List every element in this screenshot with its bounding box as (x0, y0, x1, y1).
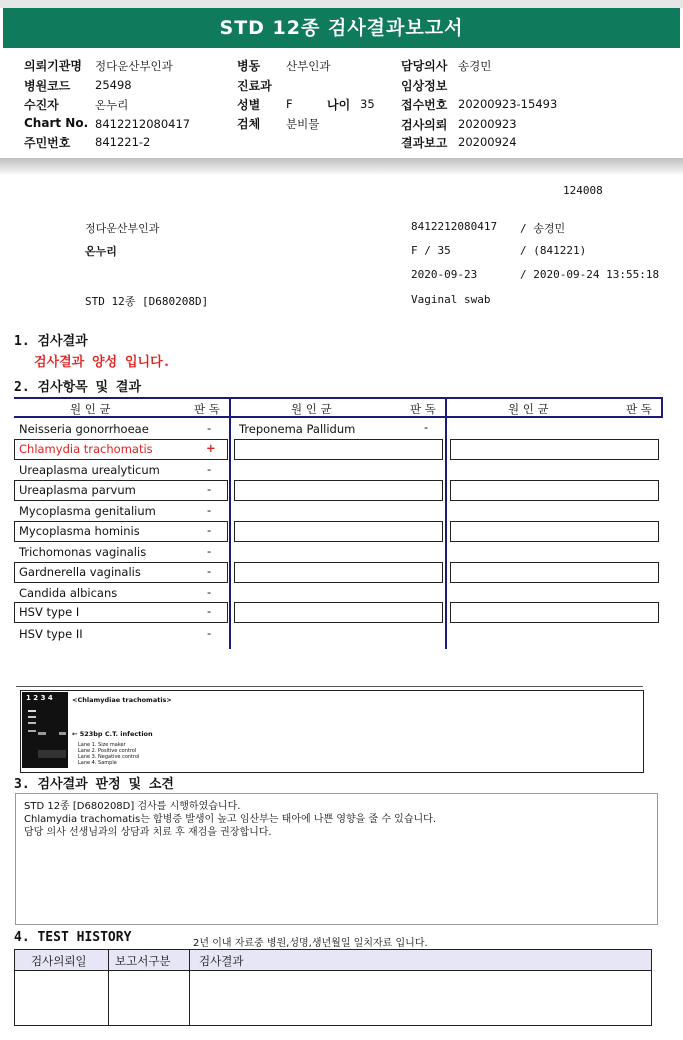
report-title: STD 12종 검사결과보고서 (3, 8, 680, 48)
organism-name-positive: Chlamydia trachomatis (19, 442, 153, 456)
organism-result: - (207, 421, 212, 435)
organism-name: Ureaplasma parvum (19, 483, 136, 497)
gel-legend-item: Lane 4. Sample (78, 760, 117, 766)
value-hospital-code: 25498 (95, 78, 132, 92)
label-age: 나이 (327, 98, 351, 112)
organism-name: Ureaplasma urealyticum (19, 463, 160, 477)
gel-title: <Chlamydiae trachomatis> (72, 696, 172, 704)
report-test: STD 12종 [D680208D] (85, 295, 209, 308)
label-chart-no: Chart No. (24, 116, 89, 130)
opinion-line: 담당 의사 선생님과의 상담과 치료 후 재검을 권장합니다. (24, 827, 272, 838)
label-resident-no: 주민번호 (24, 136, 71, 150)
opinion-line: STD 12종 [D680208D] 검사를 시행하였습니다. (24, 801, 241, 812)
section-3-title: 3. 검사결과 판정 및 소견 (14, 777, 174, 792)
history-note: 2년 이내 자료중 병원,성명,생년월일 일치자료 입니다. (193, 938, 428, 949)
gel-lane-numbers: 1 2 3 4 (26, 694, 53, 702)
label-hospital-code: 병원코드 (24, 79, 71, 93)
organism-result: - (207, 585, 212, 599)
label-clinical-info: 임상정보 (401, 79, 448, 93)
value-hospital: 정다운산부인과 (95, 59, 173, 73)
history-head-date: 검사의뢰일 (31, 954, 87, 968)
organism-result: - (207, 503, 212, 517)
organism-result: - (207, 626, 212, 640)
section-2-title: 2. 검사항목 및 결과 (14, 380, 142, 395)
gel-legend-item: Lane 1. Size maker (78, 742, 126, 748)
organism-name: Mycoplasma genitalium (19, 504, 156, 518)
organism-result: - (207, 462, 212, 476)
organism-result: - (424, 420, 429, 434)
gel-legend-item: Lane 3. Negative control (78, 754, 140, 760)
value-specimen: 분비물 (286, 117, 320, 131)
gel-legend-item: Lane 2. Positive control (78, 748, 137, 754)
section-1-title: 1. 검사결과 (14, 334, 88, 349)
report-specimen: Vaginal swab (411, 293, 491, 306)
label-sex: 성별 (237, 98, 261, 112)
organism-name: Trichomonas vaginalis (19, 545, 147, 559)
value-report-date: 20200924 (458, 135, 517, 149)
head-organism-1: 원 인 균 (70, 402, 111, 416)
organism-result: - (207, 564, 212, 578)
head-result-3: 판 독 (626, 402, 652, 416)
report-patient: 온누리 (85, 245, 117, 258)
organism-name: Gardnerella vaginalis (19, 565, 141, 579)
history-head-type: 보고서구분 (115, 954, 171, 968)
organism-name: Neisseria gonorrhoeae (19, 422, 149, 436)
gel-divider (16, 686, 643, 687)
organism-name: HSV type I (19, 605, 80, 619)
report-header (0, 49, 683, 159)
value-receipt-no: 20200923-15493 (458, 97, 558, 111)
label-doctor: 담당의사 (401, 59, 448, 73)
organism-result: - (207, 544, 212, 558)
value-sex: F (286, 97, 293, 111)
report-datetime: / 2020-09-24 13:55:18 (520, 268, 660, 281)
gel-band-label: ← 523bp C.T. infection (72, 730, 153, 738)
report-code: 124008 (563, 184, 603, 197)
organism-name: HSV type II (19, 627, 83, 641)
head-result-1: 판 독 (194, 402, 220, 416)
organism-name: Treponema Pallidum (239, 422, 356, 436)
header-divider (0, 158, 683, 174)
report-birth: / (841221) (520, 244, 587, 257)
label-department: 진료과 (237, 79, 272, 93)
label-specimen: 검체 (237, 117, 261, 131)
organism-name: Mycoplasma hominis (19, 524, 140, 538)
opinion-line: Chlamydia trachomatis는 합병증 발생이 높고 임산부는 태아에 나쁜 영향을 줄 수 있습니다. (24, 814, 436, 825)
value-patient: 온누리 (95, 98, 129, 112)
label-patient: 수진자 (24, 98, 59, 112)
gel-legend (78, 742, 139, 766)
report-chart: 8412212080417 (411, 220, 498, 233)
label-ward: 병동 (237, 59, 261, 73)
section-4-title: 4. TEST HISTORY (14, 930, 132, 945)
report-doctor: / 송경민 (520, 222, 566, 235)
organism-result: - (207, 604, 212, 618)
organism-result-positive: + (206, 441, 216, 455)
report-hospital: 정다운산부인과 (85, 222, 160, 235)
head-result-2: 판 독 (410, 402, 436, 416)
value-chart-no: 8412212080417 (95, 117, 191, 131)
value-ward: 산부인과 (286, 59, 331, 73)
value-request-date: 20200923 (458, 117, 517, 131)
top-strip (0, 0, 683, 8)
head-organism-3: 원 인 균 (508, 402, 549, 416)
result-summary: 검사결과 양성 입니다. (34, 355, 171, 370)
label-receipt-no: 접수번호 (401, 98, 448, 112)
history-head-result: 검사결과 (199, 954, 244, 968)
label-hospital: 의뢰기관명 (24, 59, 82, 73)
organism-result: - (207, 482, 212, 496)
value-age: 35 (360, 97, 375, 111)
organism-result: - (207, 523, 212, 537)
head-organism-2: 원 인 균 (291, 402, 332, 416)
organism-name: Candida albicans (19, 586, 118, 600)
opinion-box (15, 793, 658, 925)
value-doctor: 송경민 (458, 59, 492, 73)
report-sex-age: F / 35 (411, 244, 451, 257)
label-report-date: 결과보고 (401, 136, 448, 150)
report-request-date: 2020-09-23 (411, 268, 478, 281)
value-resident-no: 841221-2 (95, 135, 151, 149)
label-request-date: 검사의뢰 (401, 118, 448, 132)
gel-image (22, 692, 68, 768)
